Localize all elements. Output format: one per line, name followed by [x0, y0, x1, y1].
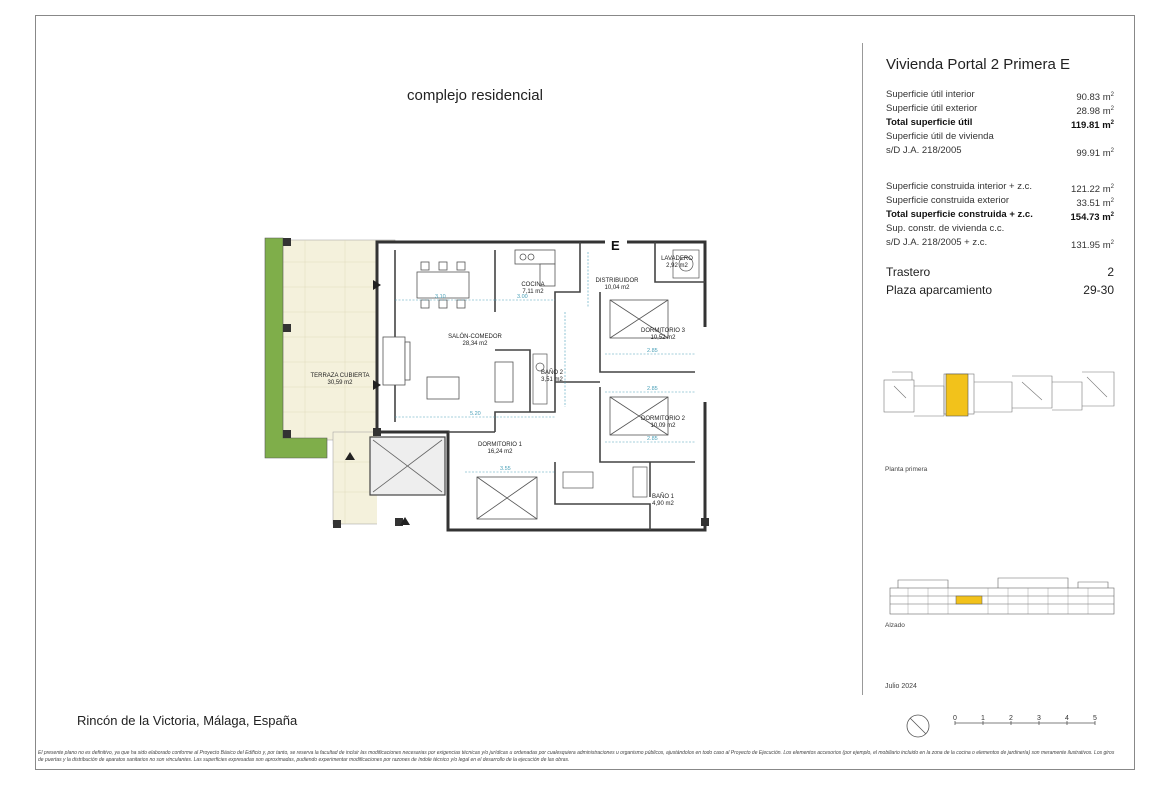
room-name: DORMITORIO 1: [478, 442, 522, 448]
area-row: Sup. constr. de vivienda c.c.: [886, 223, 1005, 234]
room-area: 30,59 m2: [327, 380, 353, 386]
room-name: DISTRIBUIDOR: [595, 278, 639, 284]
room-area: 16,24 m2: [487, 449, 513, 455]
area-row: Superficie construida interior + z.c. 121.22 $m^2$: [886, 181, 1114, 196]
disclaimer-text: El presente plano no es definitivo, ya que ha sido elaborado conforme al Proyecto Básico del Edificio y, por tanto, se reserva la facultad de incluir las modificaciones necesarias por exigencias técnicas y/o jurídicas u ordenadas por cualesquiera administraciones u organismo públicos, ajustándolos en todo caso al Proyecto de Ejecución. Los elementos accesorios (por ejemplo, el mobiliario incluido en la zona de la cocina o elementos de jardinería) son meramente ilustrativos. Los giros de puertas y la distribución de aparatos sanitarios no son vinculantes. Las superficies expresadas son aproximadas, pudiendo experimentar modificaciones por razones de índole técnico y/o legal en el desarrollo de la ejecución de las obras.: [38, 750, 1115, 763]
north-scale: [900, 712, 1110, 742]
scale-tick: 1: [981, 715, 985, 722]
dim-label: 5.20: [470, 411, 481, 417]
extra-row: Trastero 2: [886, 265, 1114, 279]
area-row: s/D J.A. 218/2005 99.91 $m^2$: [886, 145, 1114, 160]
room-name: COCINA: [521, 282, 545, 288]
elevation-label: Alzado: [885, 622, 905, 629]
scale-tick: 2: [1009, 715, 1013, 722]
room-area: 2,92 m2: [666, 263, 688, 269]
page-title: complejo residencial: [407, 87, 543, 104]
area-row: Superficie útil de vivienda: [886, 131, 994, 142]
elevation-drawing: [888, 574, 1116, 620]
room-area: 10,52 m2: [650, 335, 676, 341]
key-plan: [882, 362, 1117, 424]
room-name: BAÑO 1: [651, 494, 675, 500]
room-area: 10,04 m2: [604, 285, 630, 291]
usable-area-table: [886, 88, 1114, 158]
floor-plan: [255, 232, 715, 532]
room-area: 10,09 m2: [650, 423, 676, 429]
unit-letter: E: [611, 238, 620, 253]
scale-tick: 0: [953, 715, 957, 722]
key-plan-label: Planta primera: [885, 466, 928, 473]
room-name: SALÓN-COMEDOR: [448, 334, 502, 340]
dim-label: 2.85: [647, 348, 658, 354]
dim-label: 3.55: [500, 466, 511, 472]
scale-tick: 4: [1065, 715, 1069, 722]
built-area-table: [886, 180, 1114, 250]
unit-title: Vivienda Portal 2 Primera E: [886, 56, 1070, 73]
area-row: Superficie útil exterior 28.98 $m^2$: [886, 103, 1114, 118]
room-name: LAVADERO: [661, 256, 693, 262]
dining-table: [417, 262, 469, 308]
room-name: DORMITORIO 3: [641, 328, 685, 334]
room-name: DORMITORIO 2: [641, 416, 685, 422]
dim-label: 2.85: [647, 436, 658, 442]
date-label: Julio 2024: [885, 683, 917, 690]
dim-label: 2.85: [647, 386, 658, 392]
extra-row: Plaza aparcamiento 29-30: [886, 283, 1114, 297]
room-area: 7,11 m2: [522, 289, 544, 295]
scale-tick: 5: [1093, 715, 1097, 722]
room-name: TERRAZA CUBIERTA: [310, 373, 370, 379]
room-area: 3,51 m2: [541, 377, 563, 383]
area-row-total: Total superficie construida + z.c. 154.73 $m^2$: [886, 209, 1114, 224]
room-name: BAÑO 2: [540, 370, 564, 376]
area-row: Superficie útil interior 90.83 $m^2$: [886, 89, 1114, 104]
panel-divider: [862, 43, 863, 695]
room-area: 4,90 m2: [652, 501, 674, 507]
dim-label: 3.00: [517, 294, 528, 300]
location-text: Rincón de la Victoria, Málaga, España: [77, 713, 298, 728]
room-area: 28,34 m2: [462, 341, 488, 347]
highlighted-elevation: [956, 596, 982, 604]
dim-label: 3.10: [435, 294, 446, 300]
scale-tick: 3: [1037, 715, 1041, 722]
area-row-total: Total superficie útil 119.81 $m^2$: [886, 117, 1114, 132]
area-row: Superficie construida exterior 33.51 $m^2$: [886, 195, 1114, 210]
scale-bar: [955, 721, 1095, 725]
highlighted-unit: [946, 374, 968, 416]
extras-table: [886, 263, 1114, 299]
area-row: s/D J.A. 218/2005 + z.c. 131.95 $m^2$: [886, 237, 1114, 252]
